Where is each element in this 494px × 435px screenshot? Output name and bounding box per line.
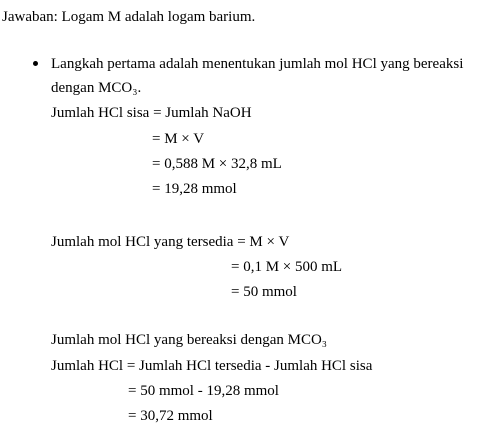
hcl-remaining-eq-3: = 19,28 mmol	[152, 181, 237, 197]
step-text-line-2: dengan MCO₃.	[51, 80, 142, 96]
bullet-icon	[33, 61, 38, 66]
answer-line: Jawaban: Logam M adalah logam barium.	[2, 9, 256, 25]
hcl-reacted-label: Jumlah HCl = Jumlah HCl tersedia - Jumlah HCl sisa	[51, 358, 373, 374]
hcl-available-eq-1: = 0,1 M × 500 mL	[231, 259, 343, 275]
hcl-available-label: Jumlah mol HCl yang tersedia = M × V	[51, 234, 290, 250]
hcl-remaining-eq-2: = 0,588 M × 32,8 mL	[152, 156, 282, 172]
hcl-remaining-eq-1: = M × V	[152, 131, 205, 147]
step-text-line-1: Langkah pertama adalah menentukan jumlah mol HCl yang bereaksi	[51, 56, 464, 72]
hcl-available-eq-2: = 50 mmol	[231, 284, 297, 300]
hcl-reacted-eq-1: = 50 mmol - 19,28 mmol	[128, 383, 279, 399]
hcl-reacted-eq-2: = 30,72 mmol	[128, 408, 213, 424]
hcl-reacted-heading: Jumlah mol HCl yang bereaksi dengan MCO₃	[51, 332, 328, 348]
hcl-remaining-label: Jumlah HCl sisa = Jumlah NaOH	[51, 105, 252, 121]
